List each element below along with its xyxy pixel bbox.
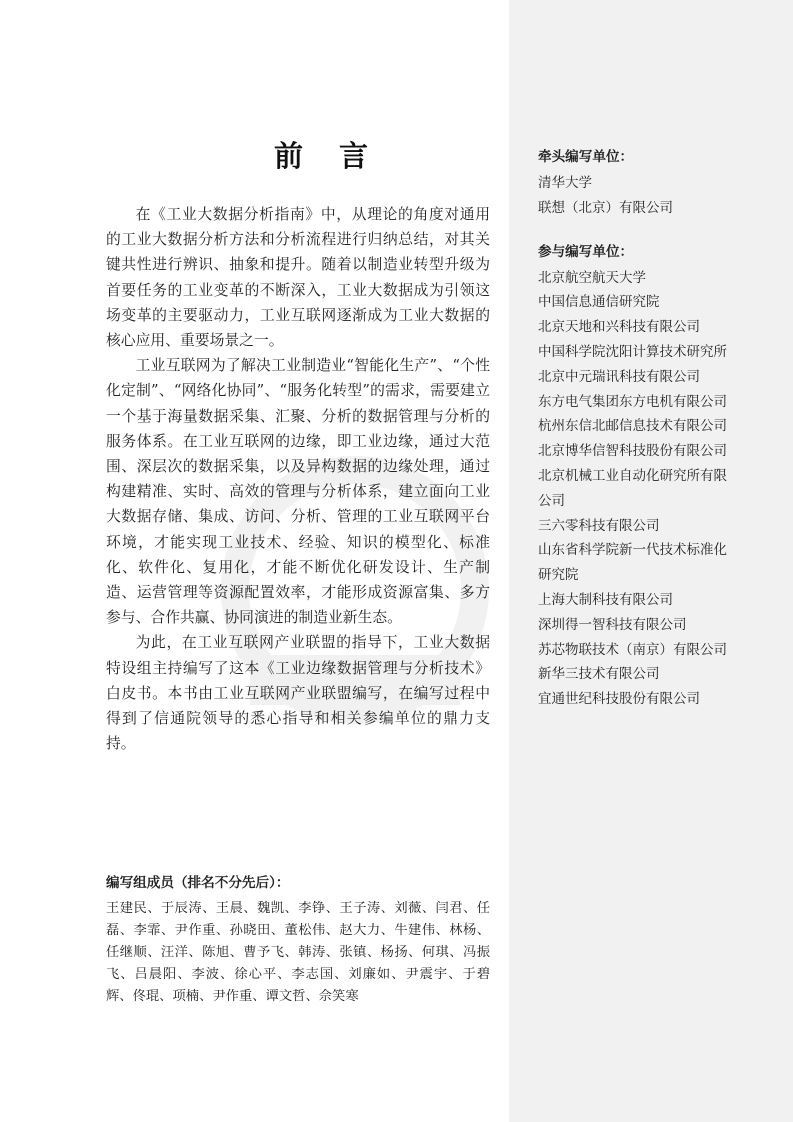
list-item: 清华大学 — [538, 175, 592, 191]
page-title: 前言 — [273, 139, 404, 173]
list-item: 北京天地和兴科技有限公司 — [538, 319, 700, 336]
list-item: 北京博华信智科技股份有限公司 — [538, 443, 727, 460]
list-item: 研究院 — [538, 567, 579, 584]
list-item: 东方电气集团东方电机有限公司 — [538, 393, 727, 410]
preface-paragraph-1: 在《工业大数据分析指南》中，从理论的角度对通用的工业大数据分析方法和分析流程进行归纳总结，对其关键共性进行辨识、抽象和提升。随着以制造业转型升级为首要任务的工业变革的不断深入，工业大数据成为引领这场变革的主要驱动力，工业互联网逐渐成为工业大数据的核心应用、重要场景之一。 — [106, 206, 490, 350]
lead-units-heading: 牵头编写单位： — [538, 149, 634, 165]
list-item: 北京航空航天大学 — [538, 269, 646, 286]
preface-paragraph-2: 工业互联网为了解决工业制造业“智能化生产”、“个性化定制”、“网络化协同”、“服务化转型”的需求，需要建立一个基于海量数据采集、汇聚、分析的数据管理与分析的服务体系。在工业互联网的边缘，即工业边缘，通过大范围、深层次的数据采集，以及异构数据的边缘处理，通过构建精准、实时、高效的管理与分析体系，建立面向工业大数据存储、集成、访问、分析、管理的工业互联网平台环境，才能实现工业技术、经验、知识的模型化、标准化、软件化、复用化，才能不断优化研发设计、生产制造、运营管理等资源配置效率，才能形成资源富集、多方参与、合作共赢、协同演进的制造业新生态。 — [106, 357, 490, 627]
list-item: 宜通世纪科技股份有限公司 — [538, 691, 700, 708]
members-list: 王建民、于辰涛、王晨、魏凯、李铮、王子涛、刘薇、闫君、任磊、李霏、尹作重、孙晓田、董松伟、赵大力、牛建伟、林杨、任继顺、汪洋、陈旭、曹予飞、韩涛、张镇、杨扬、何琪、冯振飞、吕晨阳、李波、徐心平、李志国、刘廉如、尹震宇、于碧辉、佟琨、项楠、尹作重、谭文哲、佘笑寒 — [106, 901, 490, 1004]
lead-units-section — [538, 146, 750, 221]
list-item: 公司 — [538, 492, 565, 509]
participant-units-section — [538, 241, 750, 712]
list-item: 苏芯物联技术（南京）有限公司 — [538, 641, 727, 658]
list-item: 联想（北京）有限公司 — [538, 199, 673, 216]
participant-units-list — [538, 266, 750, 712]
list-item: 深圳得一智科技有限公司 — [538, 616, 687, 633]
sidebar-content — [538, 146, 750, 712]
lead-units-list — [538, 171, 750, 221]
members-section — [106, 872, 490, 1008]
members-heading: 编写组成员（排名不分先后）： — [106, 875, 290, 891]
list-item: 中国信息通信研究院 — [538, 294, 660, 311]
list-item: 中国科学院沈阳计算技术研究所 — [538, 343, 727, 360]
list-item: 杭州东信北邮信息技术有限公司 — [538, 418, 727, 435]
list-item: 北京机械工业自动化研究所有限 — [538, 467, 727, 484]
list-item: 北京中元瑞讯科技有限公司 — [538, 368, 700, 385]
preface-body — [106, 202, 490, 756]
preface-paragraph-3: 为此，在工业互联网产业联盟的指导下，工业大数据特设组主持编写了这本《工业边缘数据管理与分析技术》白皮书。本书由工业互联网产业联盟编写，在编写过程中得到了信通院领导的悉心指导和相关参编单位的鼎力支持。 — [106, 634, 490, 753]
list-item: 新华三技术有限公司 — [538, 666, 660, 683]
list-item: 三六零科技有限公司 — [538, 517, 660, 534]
participant-units-heading: 参与编写单位： — [538, 243, 634, 260]
list-item: 山东省科学院新一代技术标准化 — [538, 542, 727, 559]
list-item: 上海大制科技有限公司 — [538, 591, 673, 608]
